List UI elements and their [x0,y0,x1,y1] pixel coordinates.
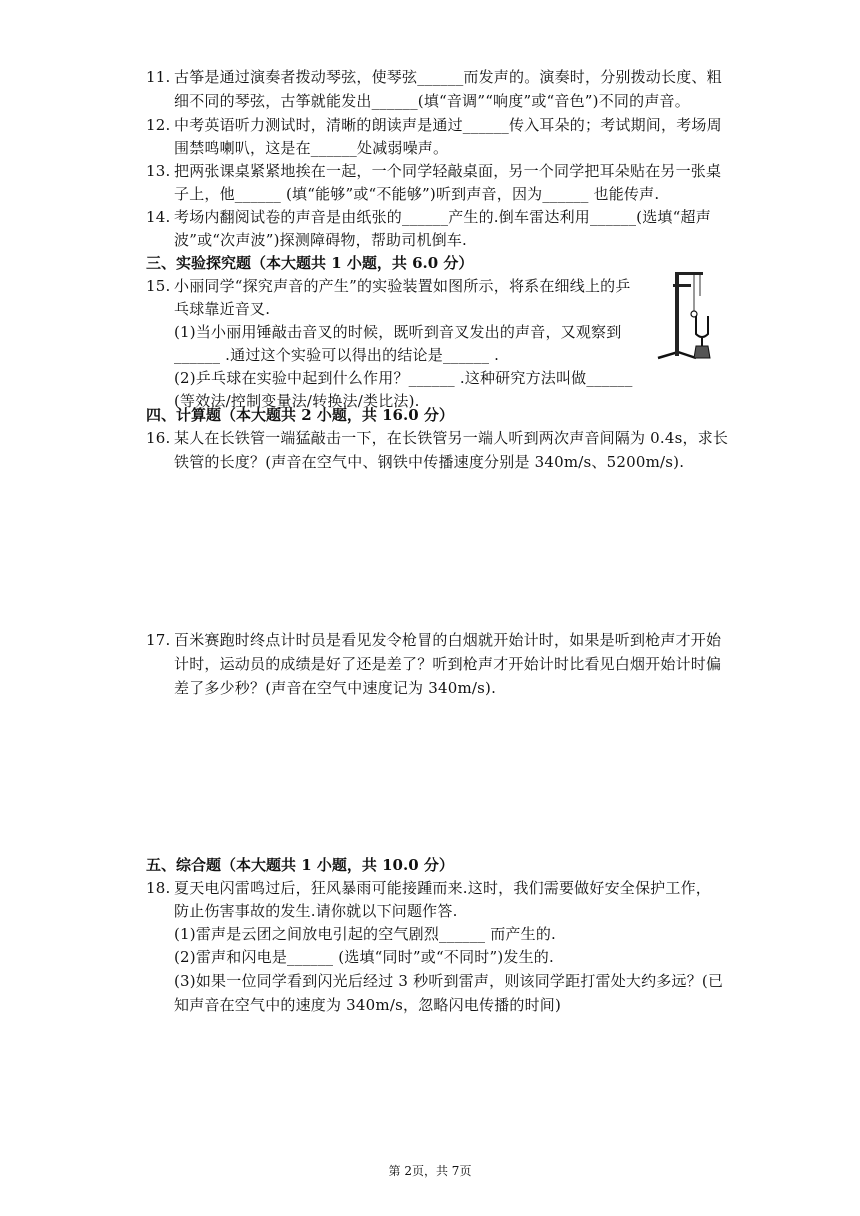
question-text: 夏天电闪雷鸣过后，狂风暴雨可能接踵而来.这时，我们需要做好安全保护工作， [174,879,711,897]
question-number: 15. [146,277,171,295]
question-text: 围禁鸣喇叭，这是在______处减弱噪声。 [174,139,449,157]
question-number: 11. [146,68,171,86]
question-number: 14. [146,208,171,226]
section-heading: 五、综合题（本大题共 1 小题，共 10.0 分） [146,856,454,874]
question-number: 18. [146,879,171,897]
question-text: 考场内翻阅试卷的声音是由纸张的______产生的.倒车雷达利用______(选填“超声 [174,208,711,226]
question-text: (2)雷声和闪电是______ (选填“同时”或“不同时”)发生的. [174,948,554,966]
question-number: 16. [146,429,171,447]
question-text: 中考英语听力测试时，清晰的朗读声是通过______传入耳朵的；考试期间，考场周 [174,116,722,134]
section-heading: 四、计算题（本大题共 2 小题，共 16.0 分） [146,406,454,424]
question-text: ______ .通过这个实验可以得出的结论是______ . [174,346,500,364]
question-text: 知声音在空气中的速度为 340m/s，忽略闪电传播的时间) [174,996,562,1014]
question-text: 百米赛跑时终点计时员是看见发令枪冒的白烟就开始计时，如果是听到枪声才开始 [174,631,722,649]
question-text: 乓球靠近音叉. [174,300,271,318]
question-text: (3)如果一位同学看到闪光后经过 3 秒听到雷声，则该同学距打雷处大约多远？(已 [174,972,724,990]
question-text: (1)雷声是云团之间放电引起的空气剧烈______ 而产生的. [174,925,556,943]
question-text: 古筝是通过演奏者拨动琴弦，使琴弦______而发声的。演奏时，分别拨动长度、粗 [174,68,722,86]
question-text: 小丽同学“探究声音的产生”的实验装置如图所示，将系在细线上的乒 [174,277,631,295]
question-text: (2)乒乓球在实验中起到什么作用？______ .这种研究方法叫做______ [174,369,633,387]
page-footer: 第 2页，共 7页 [388,1164,472,1178]
question-number: 12. [146,116,171,134]
question-text: 计时，运动员的成绩是好了还是差了？听到枪声才开始计时比看见白烟开始计时偏 [174,655,722,673]
question-text: (等效法/控制变量法/转换法/类比法). [174,392,420,410]
question-text: 防止伤害事故的发生.请你就以下问题作答. [174,902,458,920]
question-number: 17. [146,631,171,649]
question-text: (1)当小丽用锤敲击音叉的时候，既听到音叉发出的声音，又观察到 [174,323,622,341]
question-text: 差了多少秒？(声音在空气中速度记为 340m/s). [174,679,497,697]
question-text: 某人在长铁管一端猛敲击一下，在长铁管另一端人听到两次声音间隔为 0.4s，求长 [174,429,729,447]
question-text: 子上，他______ (填“能够”或“不能够”)听到声音，因为______ 也能传声. [174,185,660,203]
question-text: 波”或“次声波”)探测障碍物，帮助司机倒车. [174,231,468,249]
section-heading: 三、实验探究题（本大题共 1 小题，共 6.0 分） [146,254,474,272]
question-text: 把两张课桌紧紧地挨在一起，一个同学轻敲桌面，另一个同学把耳朵贴在另一张桌 [174,162,722,180]
question-number: 13. [146,162,171,180]
question-text: 细不同的琴弦，古筝就能发出______(填“音调”“响度”或“音色”)不同的声音。 [174,92,690,110]
question-text: 铁管的长度？(声音在空气中、钢铁中传播速度分别是 340m/s、5200m/s). [174,453,685,471]
tuning-fork-apparatus-figure [656,266,714,364]
